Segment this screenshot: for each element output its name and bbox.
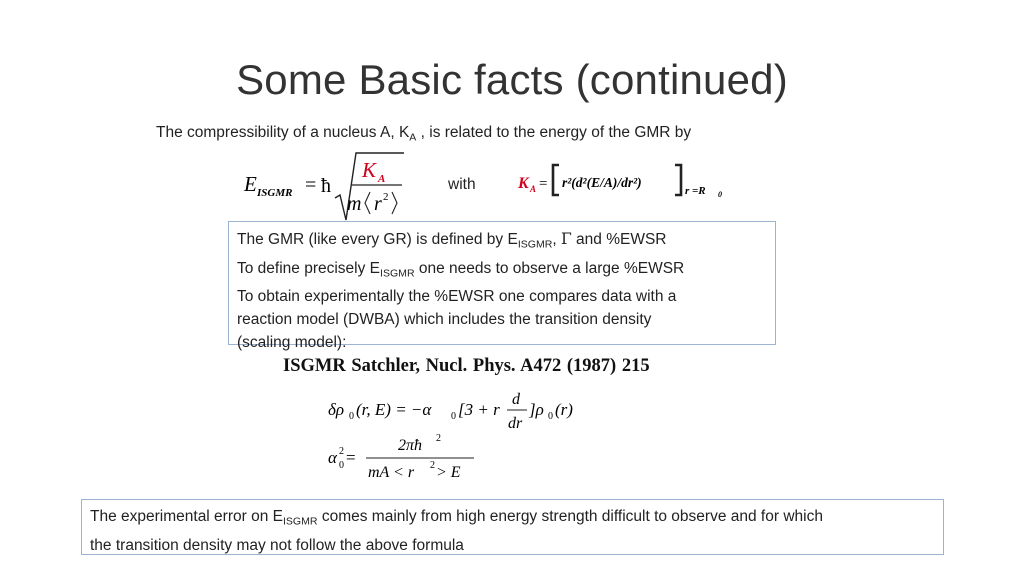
eq-rho-frac-den: dr: [508, 415, 523, 432]
eq-alpha-equals: =: [346, 448, 356, 467]
eq-main-hbar: ħ: [321, 175, 331, 197]
with-label: with: [448, 176, 476, 193]
eq-main-den-m: m: [347, 193, 362, 215]
eq-alpha-exp: 2: [339, 446, 344, 457]
satchler-citation: ISGMR Satchler, Nucl. Phys. A472 (1987) 215: [283, 356, 650, 376]
eq-alpha-sub: 0: [339, 460, 344, 471]
gmr-definition-box: [228, 221, 776, 352]
eq-main-lhs: E: [244, 172, 257, 196]
gmr-box-line-3: To obtain experimentally the %EWSR one compares data with a: [237, 288, 677, 306]
intro-text: [156, 124, 691, 144]
error-line1-post: comes mainly from high energy strength difficult to observe and for which: [317, 508, 823, 525]
error-box-line-1: [90, 505, 935, 534]
slide-title: Some Basic facts (continued): [236, 56, 788, 103]
left-square-bracket: [553, 165, 559, 195]
eq-main-lhs-sub: ISGMR: [257, 187, 293, 199]
eq-alpha-num-exp: 2: [436, 433, 441, 444]
eq-rho-bracket-close: ]ρ: [529, 400, 544, 419]
eq-main-den-r: r: [374, 193, 382, 215]
eq-ka-body: r²(d²(E/A)/dr²): [562, 175, 642, 190]
eq-rho-sub: 0: [349, 411, 354, 422]
gmr-box-line-1: [237, 228, 767, 257]
error-line1-sub: ISGMR: [282, 515, 318, 528]
eq-ka-bound: r =R: [685, 185, 706, 197]
eq-alpha-den-exp: 2: [430, 460, 435, 471]
eq-alpha-num: 2πħ: [398, 437, 423, 454]
gmr-line1-pre: The GMR (like every GR) is defined by E: [237, 231, 518, 248]
eq-rho-sub2: 0: [548, 411, 553, 422]
eq-ka-equals: =: [539, 176, 548, 192]
gmr-line2-post: one needs to observe a large %EWSR: [414, 259, 685, 277]
experimental-error-box: [81, 499, 944, 555]
gmr-line2-pre: To define precisely E: [237, 259, 381, 277]
eq-ka-lhs-sub: A: [530, 184, 537, 194]
eq-alpha-symbol: α: [328, 448, 337, 467]
eq-rho-frac-num: d: [512, 391, 520, 408]
error-line1-pre: The experimental error on E: [90, 508, 283, 525]
left-angle-bracket: [365, 192, 370, 214]
compressibility-equation: [516, 160, 726, 204]
intro-subscript: A: [409, 131, 417, 144]
isgmr-energy-equation: [240, 150, 430, 222]
transition-density-equation: [326, 386, 596, 432]
eq-main-numerator: K: [362, 158, 377, 182]
eq-main-den-exp: 2: [383, 191, 389, 203]
eq-rho-tail: (r): [555, 400, 573, 419]
eq-alpha-den-tail: > E: [436, 464, 461, 481]
eq-ka-bound-sub: 0: [718, 190, 722, 199]
right-square-bracket: [675, 165, 681, 195]
eq-rho-alpha-sub: 0: [451, 411, 456, 422]
gamma-symbol: Γ: [560, 230, 572, 248]
eq-rho-bracket-open: [3 + r: [458, 400, 500, 419]
eq-rho-args: (r, E) = −α: [356, 400, 432, 419]
gmr-line1-sub: ISGMR: [517, 238, 553, 251]
intro-text-after: , is related to the energy of the GMR by: [416, 124, 692, 141]
gmr-box-line-5: (scaling model):: [237, 334, 347, 352]
gmr-box-line-2: [237, 257, 767, 286]
right-angle-bracket: [392, 192, 397, 214]
gmr-line1-mid: ,: [552, 231, 561, 248]
eq-main-equals: =: [305, 174, 317, 196]
error-box-line-2: the transition density may not follow the above formula: [90, 536, 464, 554]
gmr-line1-post: and %EWSR: [571, 231, 667, 248]
intro-text-before: The compressibility of a nucleus A, K: [156, 124, 410, 141]
gmr-box-line-4: reaction model (DWBA) which includes the transition density: [237, 311, 652, 329]
eq-rho-delta-rho: δρ: [328, 400, 345, 419]
eq-ka-lhs: K: [518, 175, 529, 192]
gmr-line2-sub: ISGMR: [380, 267, 415, 280]
alpha-equation: [326, 432, 486, 482]
eq-main-numerator-sub: A: [378, 173, 386, 185]
eq-alpha-den: mA < r: [368, 464, 415, 481]
